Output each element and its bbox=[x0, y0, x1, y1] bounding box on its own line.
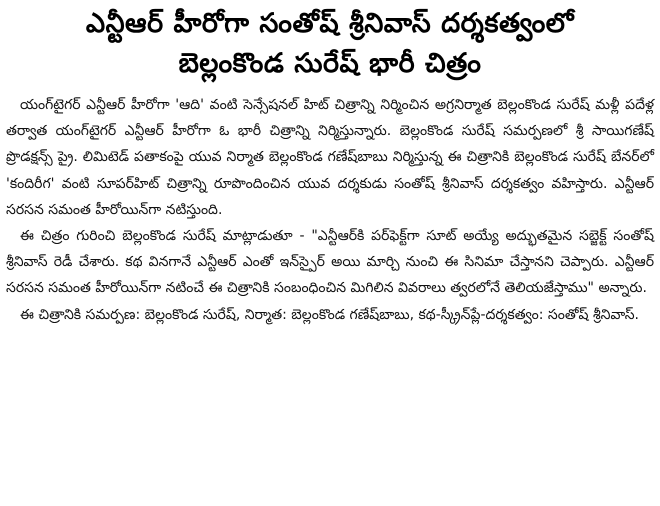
paragraph-2: ఈ చిత్రం గురించి బెల్లంకొండ సురేష్ మాట్లాడుతూ - "ఎన్టీఆర్‌కి పర్‌ఫెక్ట్‌గా సూట్ అయ్యే అద్భుతమైన సబ్జెక్ట్ సంతోష్ శ్రీనివాస్ రెడీ చేశారు. కథ వినగానే ఎన్టీఆర్ ఎంతో ఇన్‌స్పైర్ అయి మార్చి నుంచి ఈ సినిమా చేస్తానని చెప్పారు. ఎన్టీఆర్ సరసన సమంత హీరోయిన్‌గా నటించే ఈ చిత్రానికి సంబంధించిన మిగిలిన వివరాలు త్వరలోనే తెలియజేస్తాము" అన్నారు. bbox=[6, 228, 654, 297]
paragraph-1: యంగ్‌టైగర్ ఎన్టీఆర్ హీరోగా 'ఆది' వంటి సెన్సేషనల్ హిట్ చిత్రాన్ని నిర్మించిన అగ్రనిర్మాత బెల్లంకొండ సురేష్ మళ్లీ పదేళ్ల తర్వాత యంగ్‌టైగర్ ఎన్టీఆర్ హీరోగా ఓ భారీ చిత్రాన్ని నిర్మిస్తున్నారు. బెల్లంకొండ సురేష్ సమర్పణలో శ్రీ సాయిగణేష్ ప్రొడక్షన్స్ ప్రై. లిమిటెడ్ పతాకంపై యువ నిర్మాత బెల్లంకొండ గణేష్‌బాబు నిర్మిస్తున్న ఈ చిత్రానికి బెల్లంకొండ సురేష్ బేనర్‌లో 'కందిరీగ' వంటి సూపర్‌హిట్ చిత్రాన్ని రూపొందించిన యువ దర్శకుడు సంతోష్ శ్రీనివాస్ దర్శకత్వం వహిస్తారు. ఎన్టీఆర్ సరసన సమంత హీరోయిన్‌గా నటిస్తుంది. bbox=[6, 97, 654, 218]
headline-line-1: ఎన్టీఆర్ హీరోగా సంతోష్ శ్రీనివాస్ దర్శకత్వంలో bbox=[85, 8, 575, 39]
headline-line-2: బెల్లంకొండ సురేష్ భారీ చిత్రం bbox=[178, 48, 482, 79]
paragraph-3: ఈ చిత్రానికి సమర్పణ: బెల్లంకొండ సురేష్, నిర్మాత: బెల్లంకొండ గణేష్‌బాబు, కథ-స్క్రీన్‌ప్లే-దర్శకత్వం: సంతోష్ శ్రీనివాస్. bbox=[20, 306, 639, 323]
article-body bbox=[6, 92, 654, 328]
headline bbox=[6, 4, 654, 84]
